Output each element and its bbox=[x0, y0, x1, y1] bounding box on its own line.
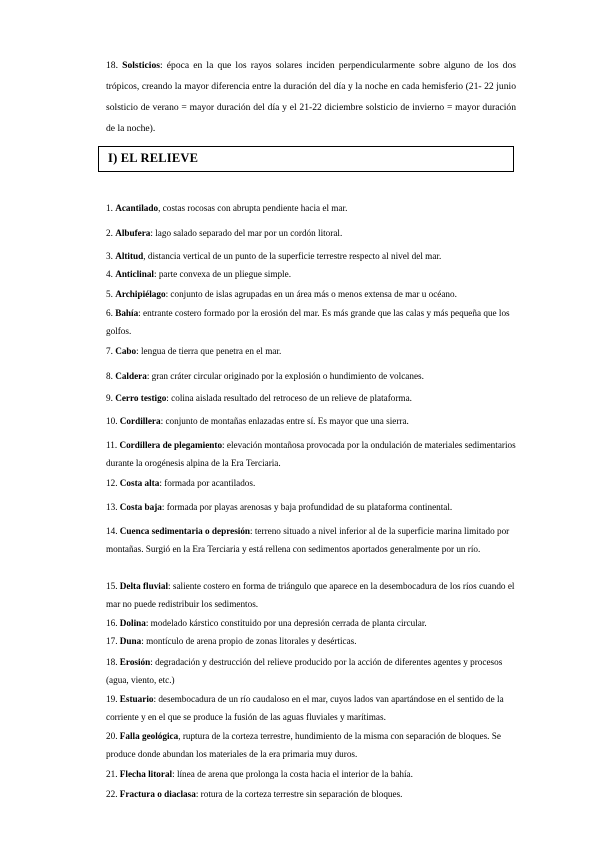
glossary-item bbox=[106, 765, 516, 783]
glossary-item bbox=[106, 653, 516, 689]
intro-definition: : época en la que los rayos solares inciden perpendicularmente sobre alguno de los dos trópicos, creando la mayor diferencia entre la duración del día y la noche en cada hemisferio (21- 22 junio solsticio de verano = mayor duración del día y el 21-22 diciembre solsticio de invierno = mayor duración de la noche). bbox=[106, 60, 516, 134]
item-term: Flecha litoral bbox=[119, 769, 173, 779]
item-definition: : degradación y destrucción del relieve producido por la acción de diferentes agentes y procesos (agua, viento, etc.) bbox=[106, 657, 503, 685]
glossary-item bbox=[106, 285, 516, 303]
item-term: Altitud bbox=[115, 251, 144, 261]
item-number: 21. bbox=[106, 769, 118, 779]
glossary-item bbox=[106, 436, 516, 472]
item-definition: : desembocadura de un río caudaloso en el mar, cuyos lados van apartándose en el sentido de la corriente y en el que se produce la fusión de las aguas fluviales y marítimas. bbox=[106, 694, 504, 722]
intro-term: Solsticios bbox=[122, 60, 160, 71]
section-heading-box bbox=[98, 146, 514, 172]
item-number: 17. bbox=[106, 636, 118, 646]
item-term: Cordillera bbox=[119, 416, 161, 426]
item-definition: : lago salado separado del mar por un cordón litoral. bbox=[150, 228, 343, 238]
glossary-item bbox=[106, 247, 516, 265]
glossary-item bbox=[106, 342, 516, 360]
item-term: Falla geológica bbox=[119, 731, 179, 741]
item-number: 18. bbox=[106, 657, 118, 667]
item-term: Costa alta bbox=[119, 478, 160, 488]
glossary-item bbox=[106, 522, 516, 558]
item-definition: : línea de arena que prolonga la costa hacia el interior de la bahía. bbox=[172, 769, 413, 779]
item-term: Costa baja bbox=[119, 502, 162, 512]
item-number: 22. bbox=[106, 789, 118, 799]
item-definition: : elevación montañosa provocada por la ondulación de materiales sedimentarios durante la orogénesis alpina de la Era Terciaria. bbox=[106, 440, 516, 468]
item-term: Cabo bbox=[115, 346, 137, 356]
item-number: 4. bbox=[106, 269, 113, 279]
item-number: 10. bbox=[106, 416, 118, 426]
item-definition: , distancia vertical de un punto de la superficie terrestre respecto al nivel del mar. bbox=[143, 251, 442, 261]
item-number: 20. bbox=[106, 731, 118, 741]
item-number: 9. bbox=[106, 393, 113, 403]
item-definition: : formada por playas arenosas y baja profundidad de su plataforma continental. bbox=[161, 502, 453, 512]
item-term: Cerro testigo bbox=[115, 393, 167, 403]
item-number: 7. bbox=[106, 346, 113, 356]
glossary-item bbox=[106, 389, 516, 407]
item-definition: : entrante costero formado por la erosión del mar. Es más grande que las calas y más pequeña que los golfos. bbox=[106, 308, 510, 336]
glossary-item bbox=[106, 785, 516, 803]
glossary-item bbox=[106, 577, 516, 613]
item-term: Caldera bbox=[115, 371, 147, 381]
item-term: Anticlinal bbox=[115, 269, 154, 279]
item-number: 8. bbox=[106, 371, 113, 381]
glossary-item bbox=[106, 632, 516, 650]
intro-paragraph bbox=[106, 55, 516, 139]
item-definition: : conjunto de montañas enlazadas entre sí. Es mayor que una sierra. bbox=[160, 416, 409, 426]
item-definition: : rotura de la corteza terrestre sin separación de bloques. bbox=[195, 789, 403, 799]
item-definition: : montículo de arena propio de zonas litorales y desérticas. bbox=[141, 636, 357, 646]
item-term: Erosión bbox=[119, 657, 151, 667]
glossary-item bbox=[106, 614, 516, 632]
item-definition: : colina aislada resultado del retroceso de un relieve de plataforma. bbox=[166, 393, 412, 403]
item-number: 1. bbox=[106, 203, 113, 213]
glossary-item bbox=[106, 727, 516, 763]
item-number: 12. bbox=[106, 478, 118, 488]
item-number: 3. bbox=[106, 251, 113, 261]
item-number: 5. bbox=[106, 289, 113, 299]
item-number: 6. bbox=[106, 308, 113, 318]
item-definition: : parte convexa de un pliegue simple. bbox=[153, 269, 291, 279]
glossary-item bbox=[106, 199, 516, 217]
item-term: Delta fluvial bbox=[119, 581, 169, 591]
item-term: Estuario bbox=[119, 694, 154, 704]
item-definition: : lengua de tierra que penetra en el mar. bbox=[136, 346, 282, 356]
item-term: Albufera bbox=[115, 228, 151, 238]
item-term: Cordillera de plegamiento bbox=[119, 440, 223, 450]
item-term: Duna bbox=[119, 636, 142, 646]
glossary-item bbox=[106, 224, 516, 242]
item-definition: : saliente costero en forma de triángulo que aparece en la desembocadura de los ríos cuando el mar no puede redistribuir los sedimentos. bbox=[106, 581, 515, 609]
item-term: Dolina bbox=[119, 618, 146, 628]
glossary-item bbox=[106, 367, 516, 385]
item-term: Acantilado bbox=[115, 203, 159, 213]
item-term: Bahía bbox=[115, 308, 139, 318]
item-number: 16. bbox=[106, 618, 118, 628]
item-definition: , costas rocosas con abrupta pendiente hacia el mar. bbox=[158, 203, 348, 213]
item-term: Fractura o diaclasa bbox=[119, 789, 196, 799]
item-term: Archipiélago bbox=[115, 289, 166, 299]
item-number: 13. bbox=[106, 502, 118, 512]
item-number: 15. bbox=[106, 581, 118, 591]
glossary-item bbox=[106, 304, 516, 340]
glossary-item bbox=[106, 412, 516, 430]
glossary-item bbox=[106, 690, 516, 726]
intro-number: 18. bbox=[106, 60, 118, 71]
item-number: 19. bbox=[106, 694, 118, 704]
item-definition: , ruptura de la corteza terrestre, hundimiento de la misma con separación de bloques. Se produce donde abundan los materiales de la era primaria muy duros. bbox=[106, 731, 501, 759]
item-definition: : modelado kárstico constituido por una depresión cerrada de planta circular. bbox=[145, 618, 427, 628]
item-number: 14. bbox=[106, 526, 118, 536]
item-definition: : gran cráter circular originado por la explosión o hundimiento de volcanes. bbox=[146, 371, 424, 381]
item-number: 11. bbox=[106, 440, 118, 450]
glossary-item bbox=[106, 265, 516, 283]
item-definition: : conjunto de islas agrupadas en un área más o menos extensa de mar u océano. bbox=[165, 289, 457, 299]
section-title: I) EL RELIEVE bbox=[108, 151, 199, 165]
item-definition: : formada por acantilados. bbox=[159, 478, 256, 488]
glossary-item bbox=[106, 498, 516, 516]
glossary-item bbox=[106, 474, 516, 492]
item-definition: : terreno situado a nivel inferior al de la superficie marina limitado por montañas. Surgió en la Era Terciaria y está rellena con sedimentos aportados generalmente por un río. bbox=[106, 526, 510, 554]
item-number: 2. bbox=[106, 228, 113, 238]
item-term: Cuenca sedimentaria o depresión bbox=[119, 526, 251, 536]
